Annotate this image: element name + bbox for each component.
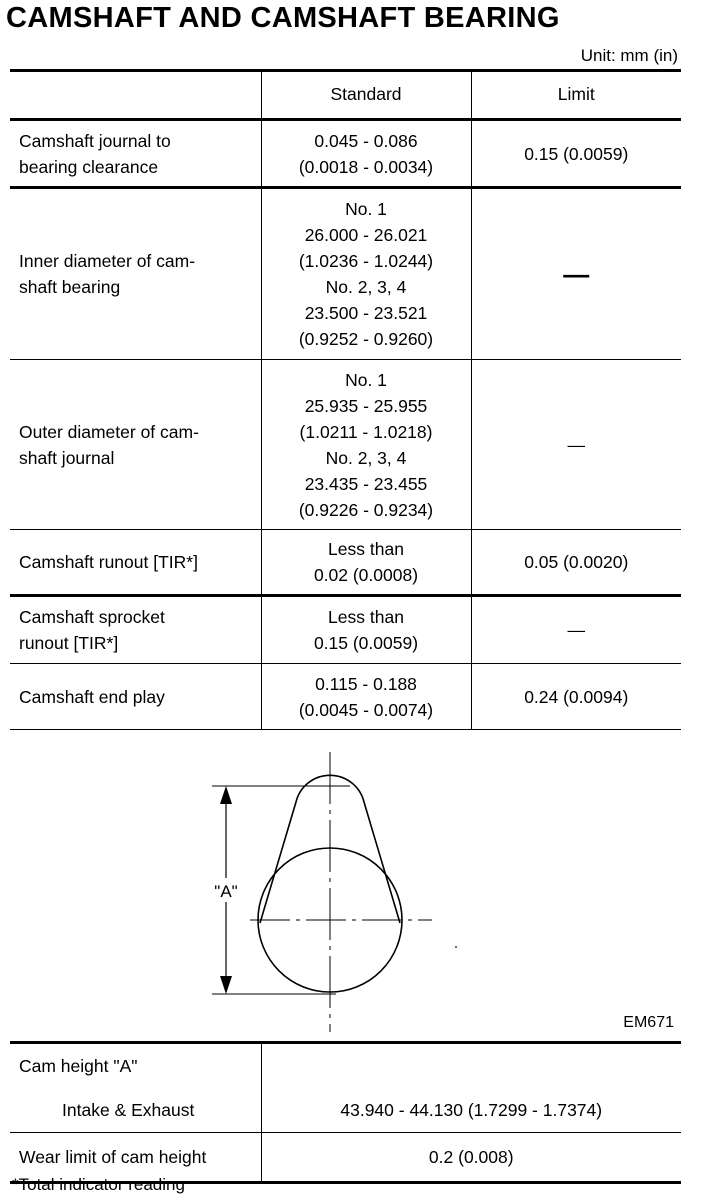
table-row-bearing-inner-diameter (10, 188, 681, 360)
camshaft-spec-table (10, 70, 681, 730)
row-name: Camshaft journal to bearing clearance (10, 120, 261, 188)
table-row-journal-clearance (10, 120, 681, 188)
row-limit: — (471, 596, 681, 664)
table-header-row (10, 70, 681, 120)
wear-limit-value: 0.2 (0.008) (261, 1133, 681, 1183)
row-standard: Less than 0.15 (0.0059) (261, 596, 471, 664)
table-row-sprocket-runout (10, 596, 681, 664)
cam-height-value: 43.940 - 44.130 (1.7299 - 1.7374) (261, 1088, 681, 1133)
arrow-head-up (220, 786, 232, 804)
header-limit: Limit (471, 70, 681, 120)
cam-height-header-row (10, 1043, 681, 1089)
row-standard: No. 1 25.935 - 25.955 (1.0211 - 1.0218) No. 2, 3, 4 23.435 - 23.455 (0.9226 - 0.9234) (261, 360, 471, 530)
figure-code: EM671 (623, 1014, 674, 1031)
table-row-camshaft-runout (10, 530, 681, 596)
header-standard: Standard (261, 70, 471, 120)
cam-height-table (10, 1041, 681, 1184)
stray-mark (455, 946, 457, 948)
cam-height-label: Cam height "A" (10, 1043, 261, 1089)
intake-exhaust-label: Intake & Exhaust (10, 1088, 261, 1133)
row-limit: 0.24 (0.0094) (471, 664, 681, 730)
dimension-label: "A" (214, 882, 238, 901)
row-name: Camshaft end play (10, 664, 261, 730)
cam-height-row (10, 1088, 681, 1133)
row-limit: — (471, 360, 681, 530)
wear-limit-label: Wear limit of cam height (10, 1133, 261, 1183)
row-name: Camshaft sprocket runout [TIR*] (10, 596, 261, 664)
row-limit: 0.05 (0.0020) (471, 530, 681, 596)
page-title: CAMSHAFT AND CAMSHAFT BEARING (6, 2, 560, 34)
row-standard: Less than 0.02 (0.0008) (261, 530, 471, 596)
row-name: Camshaft runout [TIR*] (10, 530, 261, 596)
table-row-journal-outer-diameter (10, 360, 681, 530)
row-name: Outer diameter of cam- shaft journal (10, 360, 261, 530)
row-limit: — (471, 188, 681, 360)
arrow-head-down (220, 976, 232, 994)
footnote: *Total indicator reading (12, 1175, 185, 1194)
row-name: Inner diameter of cam- shaft bearing (10, 188, 261, 360)
row-standard: No. 1 26.000 - 26.021 (1.0236 - 1.0244) No. 2, 3, 4 23.500 - 23.521 (0.9252 - 0.9260) (261, 188, 471, 360)
row-limit: 0.15 (0.0059) (471, 120, 681, 188)
header-item (10, 70, 261, 120)
table-row-end-play (10, 664, 681, 730)
row-standard: 0.045 - 0.086 (0.0018 - 0.0034) (261, 120, 471, 188)
cam-lobe-diagram (150, 740, 530, 1040)
unit-label: Unit: mm (in) (580, 46, 678, 65)
row-standard: 0.115 - 0.188 (0.0045 - 0.0074) (261, 664, 471, 730)
